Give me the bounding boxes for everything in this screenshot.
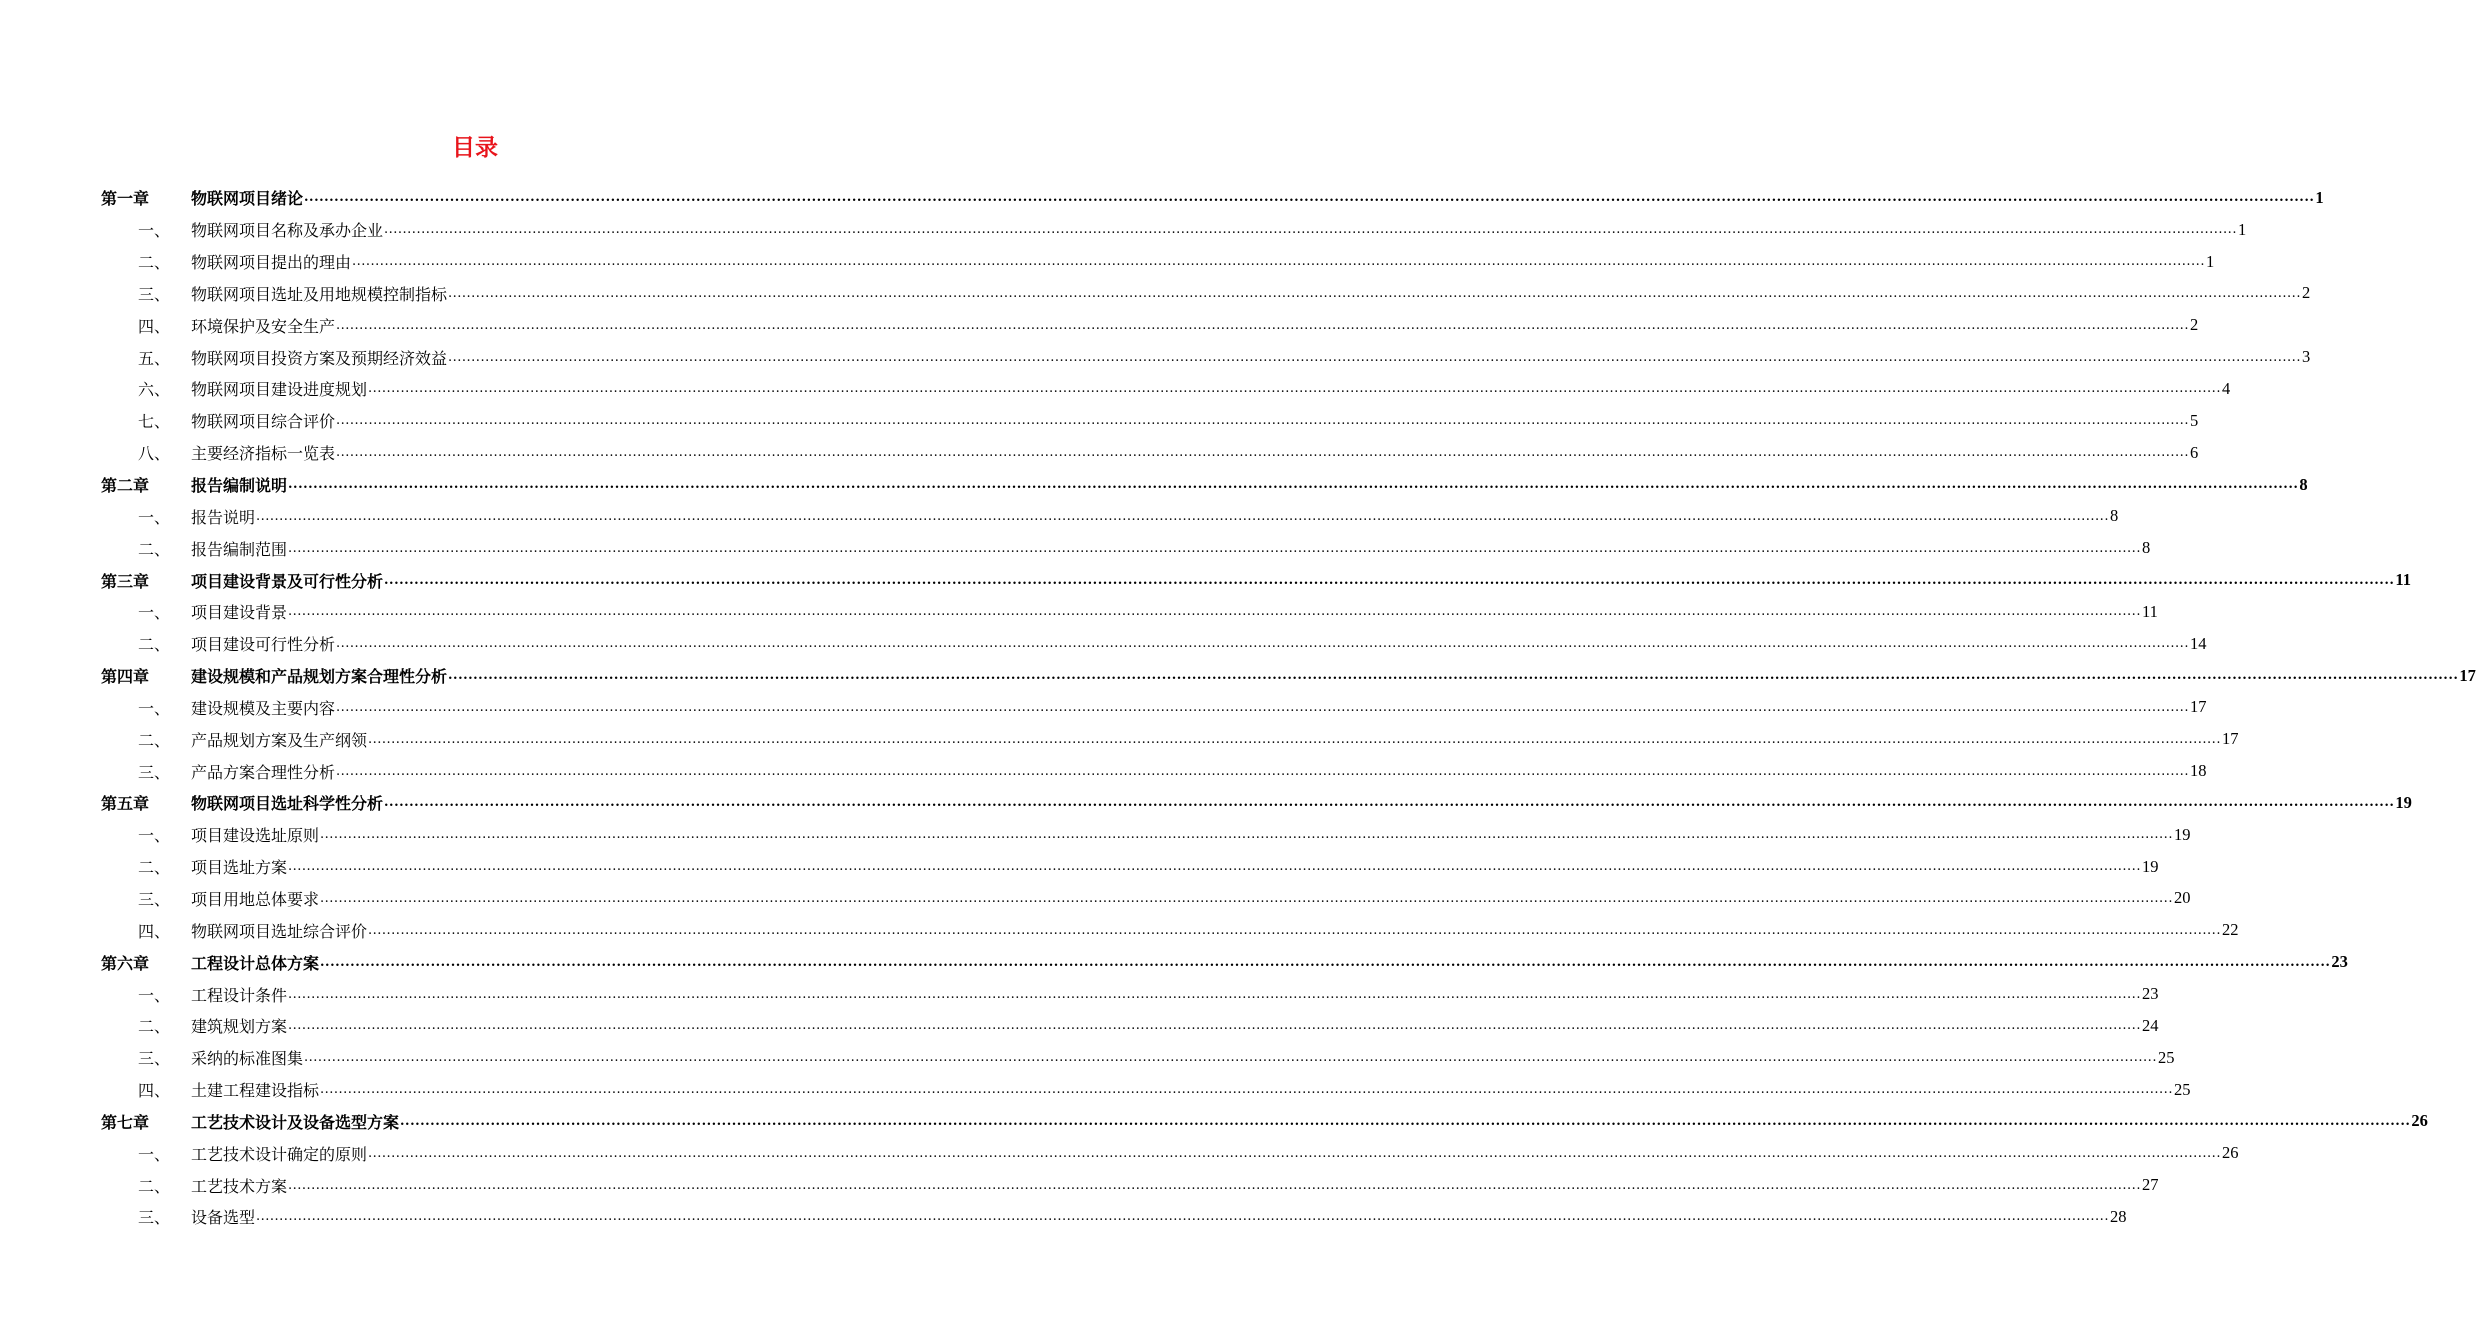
toc-section-entry[interactable] <box>101 373 2231 405</box>
toc-entry-title: 工艺技术设计及设备选型方案 <box>191 1112 400 1132</box>
toc-entry-number: 三、 <box>138 1049 171 1069</box>
toc-section-entry[interactable] <box>101 500 2119 532</box>
toc-entry-page: 17 <box>2459 665 2476 685</box>
toc-entry-number: 八、 <box>138 444 171 464</box>
toc-leader-dots: ................................................................................................................................................................................................................................................................................................................................................................................................................ <box>384 222 2237 238</box>
toc-entry-page: 2 <box>2189 315 2199 335</box>
toc-entry-title: 建筑规划方案 <box>191 1017 288 1037</box>
toc-leader-dots: ................................................................................................................................................................................................................................................................................................................................................................................................................ <box>304 190 2315 206</box>
toc-entry-body <box>191 819 2191 851</box>
toc-entry-body <box>191 1201 2127 1233</box>
toc-entry-body <box>191 246 2215 278</box>
toc-chapter-entry[interactable] <box>101 1105 2428 1137</box>
toc-entry-body <box>191 787 2412 819</box>
toc-section-entry[interactable] <box>101 1201 2127 1233</box>
toc-entry-body <box>191 564 2411 596</box>
toc-entry-page: 4 <box>2221 378 2231 398</box>
toc-entry-body <box>191 692 2207 724</box>
toc-leader-dots: ................................................................................................................................................................................................................................................................................................................................................................................................................ <box>384 572 2395 588</box>
toc-entry-title: 项目建设可行性分析 <box>191 635 336 655</box>
toc-chapter-entry[interactable] <box>101 564 2411 596</box>
toc-section-entry[interactable] <box>101 246 2215 278</box>
toc-entry-title: 报告编制范围 <box>191 539 288 559</box>
toc-section-entry[interactable] <box>101 341 2311 373</box>
toc-entry-page: 19 <box>2395 792 2412 812</box>
toc-section-entry[interactable] <box>101 914 2239 946</box>
toc-leader-dots: ................................................................................................................................................................................................................................................................................................................................................................................................................ <box>288 540 2141 556</box>
toc-entry-title: 物联网项目名称及承办企业 <box>191 221 384 241</box>
toc-leader-dots: ................................................................................................................................................................................................................................................................................................................................................................................................................ <box>256 1209 2109 1225</box>
toc-entry-page: 19 <box>2141 856 2159 876</box>
toc-chapter-entry[interactable] <box>101 946 2348 978</box>
toc-section-entry[interactable] <box>101 755 2207 787</box>
toc-leader-dots: ................................................................................................................................................................................................................................................................................................................................................................................................................ <box>384 795 2395 811</box>
toc-entry-page: 28 <box>2109 1206 2127 1226</box>
toc-chapter-entry[interactable] <box>101 787 2412 819</box>
toc-leader-dots: ................................................................................................................................................................................................................................................................................................................................................................................................................ <box>336 763 2189 779</box>
toc-chapter-entry[interactable] <box>101 182 2324 214</box>
toc-entry-number: 第一章 <box>101 189 150 209</box>
toc-section-entry[interactable] <box>101 596 2158 628</box>
toc-leader-dots: ................................................................................................................................................................................................................................................................................................................................................................................................................ <box>336 445 2189 461</box>
toc-entry-title: 工程设计总体方案 <box>191 953 320 973</box>
toc-leader-dots: ................................................................................................................................................................................................................................................................................................................................................................................................................ <box>288 477 2299 493</box>
toc-entry-title: 项目用地总体要求 <box>191 889 320 909</box>
toc-entry-page: 1 <box>2315 187 2324 207</box>
toc-entry-body <box>191 1010 2159 1042</box>
toc-entry-number: 第六章 <box>101 953 150 973</box>
toc-entry-page: 23 <box>2331 952 2348 972</box>
toc-leader-dots: ................................................................................................................................................................................................................................................................................................................................................................................................................ <box>288 986 2141 1002</box>
toc-entry-title: 设备选型 <box>191 1208 256 1228</box>
toc-section-entry[interactable] <box>101 309 2199 341</box>
toc-entry-number: 一、 <box>138 985 171 1005</box>
toc-entry-body <box>191 405 2199 437</box>
toc-leader-dots: ................................................................................................................................................................................................................................................................................................................................................................................................................ <box>448 285 2301 301</box>
toc-entry-title: 物联网项目选址综合评价 <box>191 921 368 941</box>
toc-section-entry[interactable] <box>101 405 2199 437</box>
toc-entry-page: 18 <box>2189 761 2207 781</box>
toc-leader-dots: ................................................................................................................................................................................................................................................................................................................................................................................................................ <box>368 1145 2221 1161</box>
toc-entry-number: 四、 <box>138 316 171 336</box>
toc-entry-body <box>191 214 2247 246</box>
toc-section-entry[interactable] <box>101 692 2207 724</box>
toc-entry-title: 工程设计条件 <box>191 985 288 1005</box>
toc-leader-dots: ................................................................................................................................................................................................................................................................................................................................................................................................................ <box>288 859 2141 875</box>
toc-entry-body <box>191 182 2324 214</box>
toc-entry-body <box>191 1074 2191 1106</box>
toc-entry-number: 二、 <box>138 539 171 559</box>
toc-entry-number: 第五章 <box>101 794 150 814</box>
toc-leader-dots: ................................................................................................................................................................................................................................................................................................................................................................................................................ <box>448 349 2301 365</box>
toc-leader-dots: ................................................................................................................................................................................................................................................................................................................................................................................................................ <box>368 381 2221 397</box>
toc-entry-title: 报告编制说明 <box>191 476 288 496</box>
toc-entry-body <box>191 914 2239 946</box>
toc-section-entry[interactable] <box>101 214 2247 246</box>
toc-entry-number: 一、 <box>138 221 171 241</box>
toc-entry-page: 11 <box>2141 601 2158 621</box>
toc-entry-title: 物联网项目建设进度规划 <box>191 380 368 400</box>
toc-section-entry[interactable] <box>101 1137 2239 1169</box>
toc-entry-title: 土建工程建设指标 <box>191 1081 320 1101</box>
toc-entry-page: 22 <box>2221 920 2239 940</box>
toc-entry-body <box>191 309 2199 341</box>
toc-entry-number: 五、 <box>138 348 171 368</box>
toc-entry-title: 物联网项目选址科学性分析 <box>191 794 384 814</box>
toc-section-entry[interactable] <box>101 1169 2159 1201</box>
toc-entry-body <box>191 1105 2428 1137</box>
toc-entry-body <box>191 628 2207 660</box>
toc-section-entry[interactable] <box>101 883 2191 915</box>
toc-entry-title: 工艺技术设计确定的原则 <box>191 1144 368 1164</box>
toc-entry-page: 17 <box>2189 697 2207 717</box>
toc-leader-dots: ................................................................................................................................................................................................................................................................................................................................................................................................................ <box>400 1113 2411 1129</box>
toc-entry-number: 三、 <box>138 762 171 782</box>
toc-entry-page: 23 <box>2141 984 2159 1004</box>
toc-entry-title: 产品规划方案及生产纲领 <box>191 730 368 750</box>
toc-entry-body <box>191 596 2158 628</box>
toc-leader-dots: ................................................................................................................................................................................................................................................................................................................................................................................................................ <box>368 922 2221 938</box>
toc-entry-title: 物联网项目选址及用地规模控制指标 <box>191 284 448 304</box>
toc-entry-body <box>191 437 2199 469</box>
toc-entry-body <box>191 278 2311 310</box>
toc-entry-title: 建设规模及主要内容 <box>191 698 336 718</box>
table-of-contents <box>101 182 2476 1233</box>
toc-entry-page: 25 <box>2173 1079 2191 1099</box>
toc-section-entry[interactable] <box>101 819 2191 851</box>
toc-entry-body <box>191 660 2476 692</box>
toc-entry-number: 二、 <box>138 730 171 750</box>
toc-leader-dots: ................................................................................................................................................................................................................................................................................................................................................................................................................ <box>352 254 2205 270</box>
toc-entry-title: 采纳的标准图集 <box>191 1049 304 1069</box>
toc-entry-page: 25 <box>2157 1047 2175 1067</box>
toc-leader-dots: ................................................................................................................................................................................................................................................................................................................................................................................................................ <box>336 317 2189 333</box>
toc-leader-dots: ................................................................................................................................................................................................................................................................................................................................................................................................................ <box>336 413 2189 429</box>
toc-entry-number: 四、 <box>138 1081 171 1101</box>
toc-entry-title: 报告说明 <box>191 507 256 527</box>
toc-entry-body <box>191 1137 2239 1169</box>
toc-entry-page: 20 <box>2173 888 2191 908</box>
toc-entry-number: 二、 <box>138 253 171 273</box>
toc-entry-page: 1 <box>2205 251 2215 271</box>
toc-entry-number: 三、 <box>138 1208 171 1228</box>
toc-entry-body <box>191 851 2159 883</box>
toc-section-entry[interactable] <box>101 532 2151 564</box>
toc-section-entry[interactable] <box>101 437 2199 469</box>
toc-entry-number: 一、 <box>138 826 171 846</box>
toc-entry-title: 项目选址方案 <box>191 858 288 878</box>
toc-entry-body <box>191 1042 2175 1074</box>
toc-entry-page: 26 <box>2411 1111 2428 1131</box>
toc-entry-title: 项目建设选址原则 <box>191 826 320 846</box>
toc-entry-number: 二、 <box>138 858 171 878</box>
toc-leader-dots: ................................................................................................................................................................................................................................................................................................................................................................................................................ <box>336 699 2189 715</box>
toc-leader-dots: ................................................................................................................................................................................................................................................................................................................................................................................................................ <box>288 1177 2141 1193</box>
toc-entry-page: 8 <box>2109 506 2119 526</box>
toc-entry-title: 产品方案合理性分析 <box>191 762 336 782</box>
toc-section-entry[interactable] <box>101 978 2159 1010</box>
toc-entry-page: 2 <box>2301 283 2311 303</box>
toc-section-entry[interactable] <box>101 1042 2175 1074</box>
toc-entry-number: 四、 <box>138 921 171 941</box>
toc-entry-number: 第二章 <box>101 476 150 496</box>
toc-entry-number: 三、 <box>138 284 171 304</box>
toc-entry-page: 26 <box>2221 1143 2239 1163</box>
toc-title: 目录 <box>452 135 498 161</box>
toc-entry-title: 主要经济指标一览表 <box>191 444 336 464</box>
toc-entry-page: 3 <box>2301 347 2311 367</box>
toc-entry-page: 17 <box>2221 729 2239 749</box>
toc-entry-title: 物联网项目投资方案及预期经济效益 <box>191 348 448 368</box>
toc-entry-number: 三、 <box>138 889 171 909</box>
toc-leader-dots: ................................................................................................................................................................................................................................................................................................................................................................................................................ <box>320 890 2173 906</box>
toc-entry-number: 六、 <box>138 380 171 400</box>
toc-entry-body <box>191 500 2119 532</box>
toc-entry-number: 二、 <box>138 1017 171 1037</box>
toc-entry-page: 1 <box>2237 219 2247 239</box>
toc-section-entry[interactable] <box>101 851 2159 883</box>
toc-entry-number: 一、 <box>138 603 171 623</box>
toc-entry-title: 项目建设背景及可行性分析 <box>191 571 384 591</box>
toc-leader-dots: ................................................................................................................................................................................................................................................................................................................................................................................................................ <box>336 636 2189 652</box>
toc-entry-body <box>191 883 2191 915</box>
toc-chapter-entry[interactable] <box>101 660 2476 692</box>
toc-entry-number: 一、 <box>138 507 171 527</box>
toc-entry-title: 物联网项目绪论 <box>191 189 304 209</box>
toc-entry-title: 环境保护及安全生产 <box>191 316 336 336</box>
toc-entry-number: 二、 <box>138 1176 171 1196</box>
toc-entry-page: 8 <box>2141 538 2151 558</box>
toc-entry-body <box>191 1169 2159 1201</box>
toc-entry-title: 物联网项目综合评价 <box>191 412 336 432</box>
toc-entry-page: 8 <box>2299 474 2308 494</box>
toc-entry-page: 6 <box>2189 442 2199 462</box>
toc-entry-title: 工艺技术方案 <box>191 1176 288 1196</box>
toc-chapter-entry[interactable] <box>101 469 2308 501</box>
toc-entry-body <box>191 978 2159 1010</box>
toc-entry-number: 第三章 <box>101 571 150 591</box>
toc-entry-body <box>191 755 2207 787</box>
toc-entry-body <box>191 946 2348 978</box>
toc-entry-body <box>191 532 2151 564</box>
toc-section-entry[interactable] <box>101 723 2239 755</box>
toc-entry-page: 14 <box>2189 633 2207 653</box>
toc-section-entry[interactable] <box>101 628 2207 660</box>
toc-entry-number: 二、 <box>138 635 171 655</box>
toc-entry-body <box>191 373 2231 405</box>
toc-section-entry[interactable] <box>101 278 2311 310</box>
toc-entry-body <box>191 469 2308 501</box>
toc-leader-dots: ................................................................................................................................................................................................................................................................................................................................................................................................................ <box>368 731 2221 747</box>
toc-leader-dots: ................................................................................................................................................................................................................................................................................................................................................................................................................ <box>256 508 2109 524</box>
toc-leader-dots: ................................................................................................................................................................................................................................................................................................................................................................................................................ <box>288 604 2141 620</box>
toc-section-entry[interactable] <box>101 1074 2191 1106</box>
toc-entry-number: 一、 <box>138 1144 171 1164</box>
toc-entry-body <box>191 341 2311 373</box>
toc-entry-page: 27 <box>2141 1175 2159 1195</box>
toc-entry-page: 5 <box>2189 410 2199 430</box>
toc-leader-dots: ................................................................................................................................................................................................................................................................................................................................................................................................................ <box>304 1050 2157 1066</box>
toc-entry-number: 一、 <box>138 698 171 718</box>
toc-entry-number: 七、 <box>138 412 171 432</box>
toc-entry-number: 第四章 <box>101 667 150 687</box>
toc-leader-dots: ................................................................................................................................................................................................................................................................................................................................................................................................................ <box>448 668 2459 684</box>
toc-entry-title: 建设规模和产品规划方案合理性分析 <box>191 667 448 687</box>
toc-entry-page: 24 <box>2141 1015 2159 1035</box>
toc-leader-dots: ................................................................................................................................................................................................................................................................................................................................................................................................................ <box>320 1082 2173 1098</box>
toc-entry-page: 19 <box>2173 824 2191 844</box>
toc-entry-title: 物联网项目提出的理由 <box>191 253 352 273</box>
toc-leader-dots: ................................................................................................................................................................................................................................................................................................................................................................................................................ <box>288 1018 2141 1034</box>
toc-leader-dots: ................................................................................................................................................................................................................................................................................................................................................................................................................ <box>320 954 2331 970</box>
toc-entry-body <box>191 723 2239 755</box>
toc-leader-dots: ................................................................................................................................................................................................................................................................................................................................................................................................................ <box>320 827 2173 843</box>
toc-entry-title: 项目建设背景 <box>191 603 288 623</box>
toc-entry-number: 第七章 <box>101 1112 150 1132</box>
toc-section-entry[interactable] <box>101 1010 2159 1042</box>
toc-entry-page: 11 <box>2395 570 2411 590</box>
